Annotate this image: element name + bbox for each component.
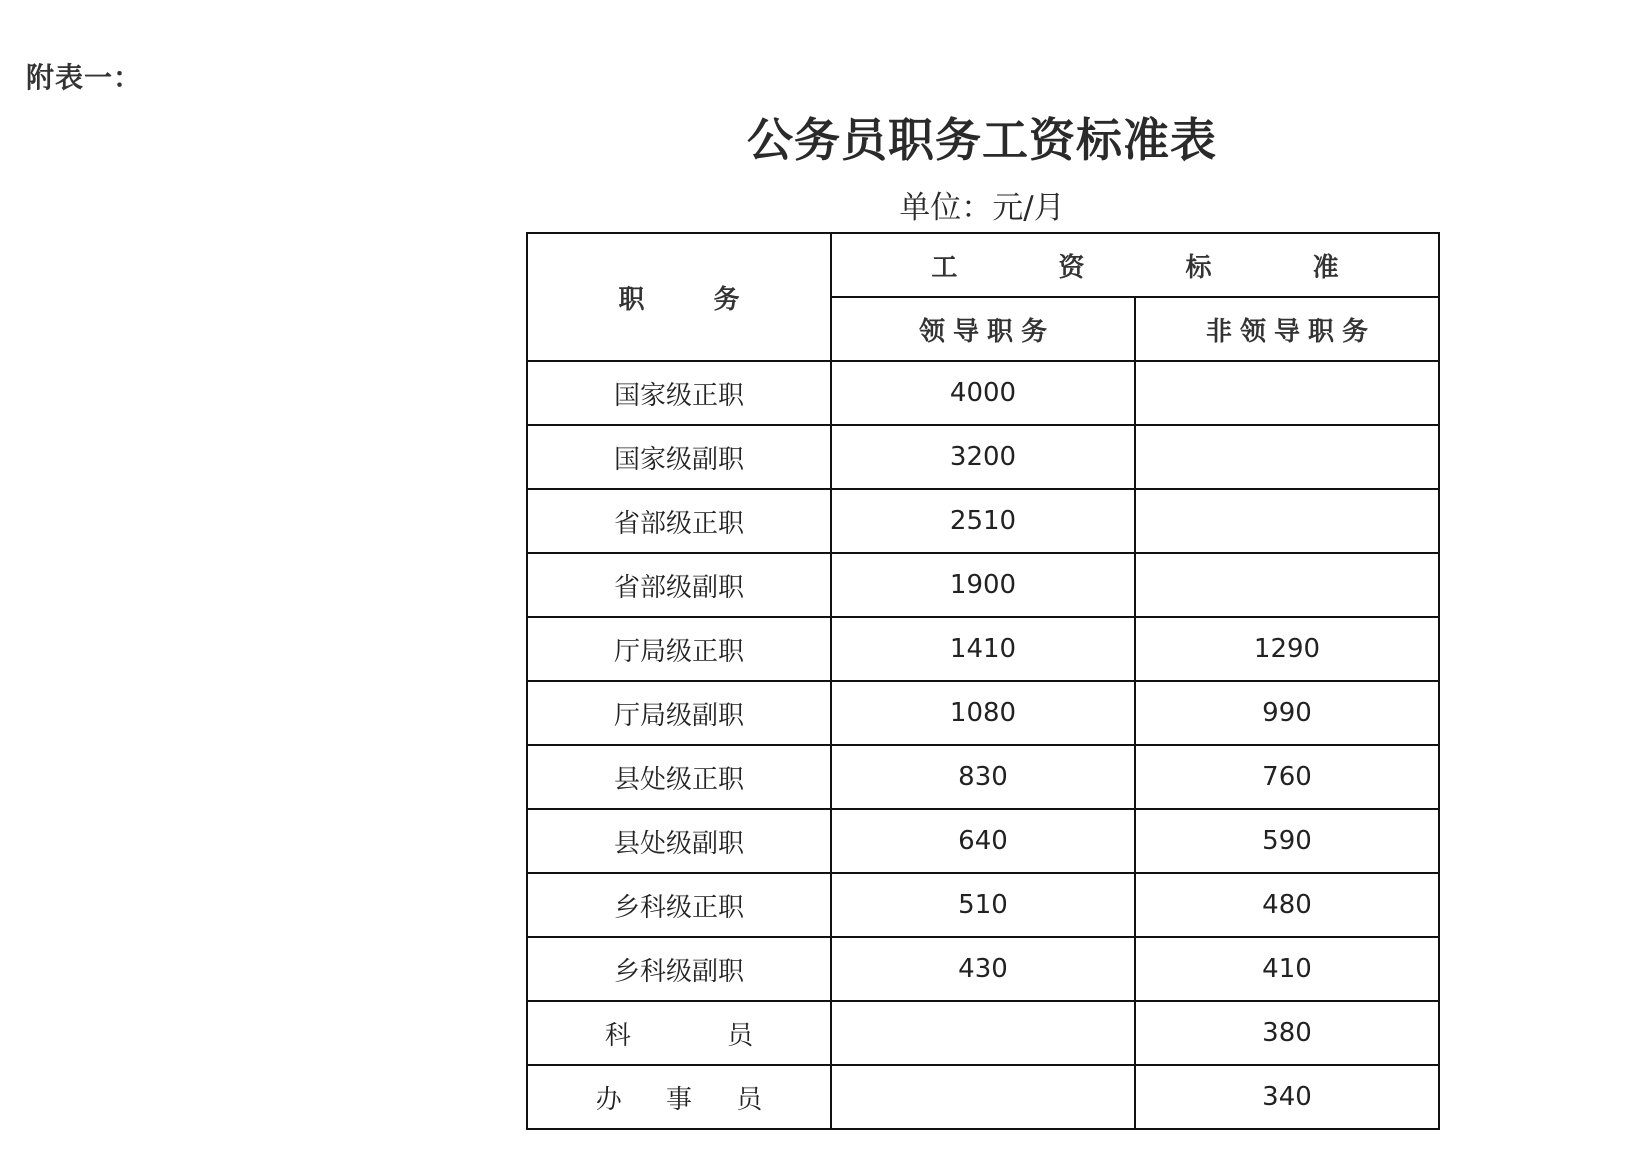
header-row — [527, 233, 1439, 297]
row-position: 厅局级正职 — [527, 617, 831, 681]
header-nonleader — [1135, 297, 1439, 361]
row-nonleader-salary — [1135, 425, 1439, 489]
header-leader-text: 领导职务 — [918, 316, 1055, 347]
row-nonleader-salary: 1290 — [1135, 617, 1439, 681]
row-leader-salary: 640 — [831, 809, 1135, 873]
row-nonleader-salary: 590 — [1135, 809, 1439, 873]
row-position — [527, 1065, 831, 1129]
table-row — [527, 937, 1439, 1001]
row-nonleader-salary: 760 — [1135, 745, 1439, 809]
table-row — [527, 553, 1439, 617]
row-leader-salary: 1900 — [831, 553, 1135, 617]
row-position: 厅局级副职 — [527, 681, 831, 745]
table-row — [527, 873, 1439, 937]
row-position-text: 办 事 员 — [595, 1084, 781, 1115]
appendix-label: 附表一： — [26, 61, 143, 94]
row-nonleader-salary: 480 — [1135, 873, 1439, 937]
row-leader-salary: 2510 — [831, 489, 1135, 553]
row-nonleader-salary: 990 — [1135, 681, 1439, 745]
header-leader — [831, 297, 1135, 361]
table-row — [527, 617, 1439, 681]
row-leader-salary: 3200 — [831, 425, 1135, 489]
row-position: 国家级副职 — [527, 425, 831, 489]
table-row — [527, 809, 1439, 873]
table-row — [527, 745, 1439, 809]
row-nonleader-salary: 410 — [1135, 937, 1439, 1001]
table-row — [527, 361, 1439, 425]
row-leader-salary: 4000 — [831, 361, 1135, 425]
row-leader-salary: 830 — [831, 745, 1135, 809]
header-salary-standard — [831, 233, 1439, 297]
row-leader-salary: 510 — [831, 873, 1135, 937]
row-position-text: 科 员 — [604, 1020, 798, 1051]
table-row — [527, 489, 1439, 553]
unit-label: 单位：元/月 — [899, 190, 1065, 226]
row-nonleader-salary — [1135, 361, 1439, 425]
row-leader-salary: 430 — [831, 937, 1135, 1001]
header-position — [527, 233, 831, 361]
row-leader-salary — [831, 1001, 1135, 1065]
header-position-text: 职 务 — [618, 284, 770, 315]
row-leader-salary: 1080 — [831, 681, 1135, 745]
row-position: 省部级正职 — [527, 489, 831, 553]
table-row — [527, 425, 1439, 489]
row-leader-salary: 1410 — [831, 617, 1135, 681]
salary-table — [526, 232, 1440, 1130]
row-nonleader-salary: 340 — [1135, 1065, 1439, 1129]
row-position: 国家级正职 — [527, 361, 831, 425]
row-leader-salary — [831, 1065, 1135, 1129]
row-nonleader-salary — [1135, 553, 1439, 617]
row-position: 省部级副职 — [527, 553, 831, 617]
row-position: 县处级副职 — [527, 809, 831, 873]
header-nonleader-text: 非领导职务 — [1205, 316, 1376, 347]
header-salary-text: 工 资 标 准 — [931, 252, 1385, 283]
row-position: 乡科级副职 — [527, 937, 831, 1001]
row-position: 乡科级正职 — [527, 873, 831, 937]
page-title: 公务员职务工资标准表 — [747, 113, 1217, 167]
table-row — [527, 1065, 1439, 1129]
row-nonleader-salary — [1135, 489, 1439, 553]
row-position: 县处级正职 — [527, 745, 831, 809]
row-position — [527, 1001, 831, 1065]
row-nonleader-salary: 380 — [1135, 1001, 1439, 1065]
table-row — [527, 681, 1439, 745]
table-row — [527, 1001, 1439, 1065]
